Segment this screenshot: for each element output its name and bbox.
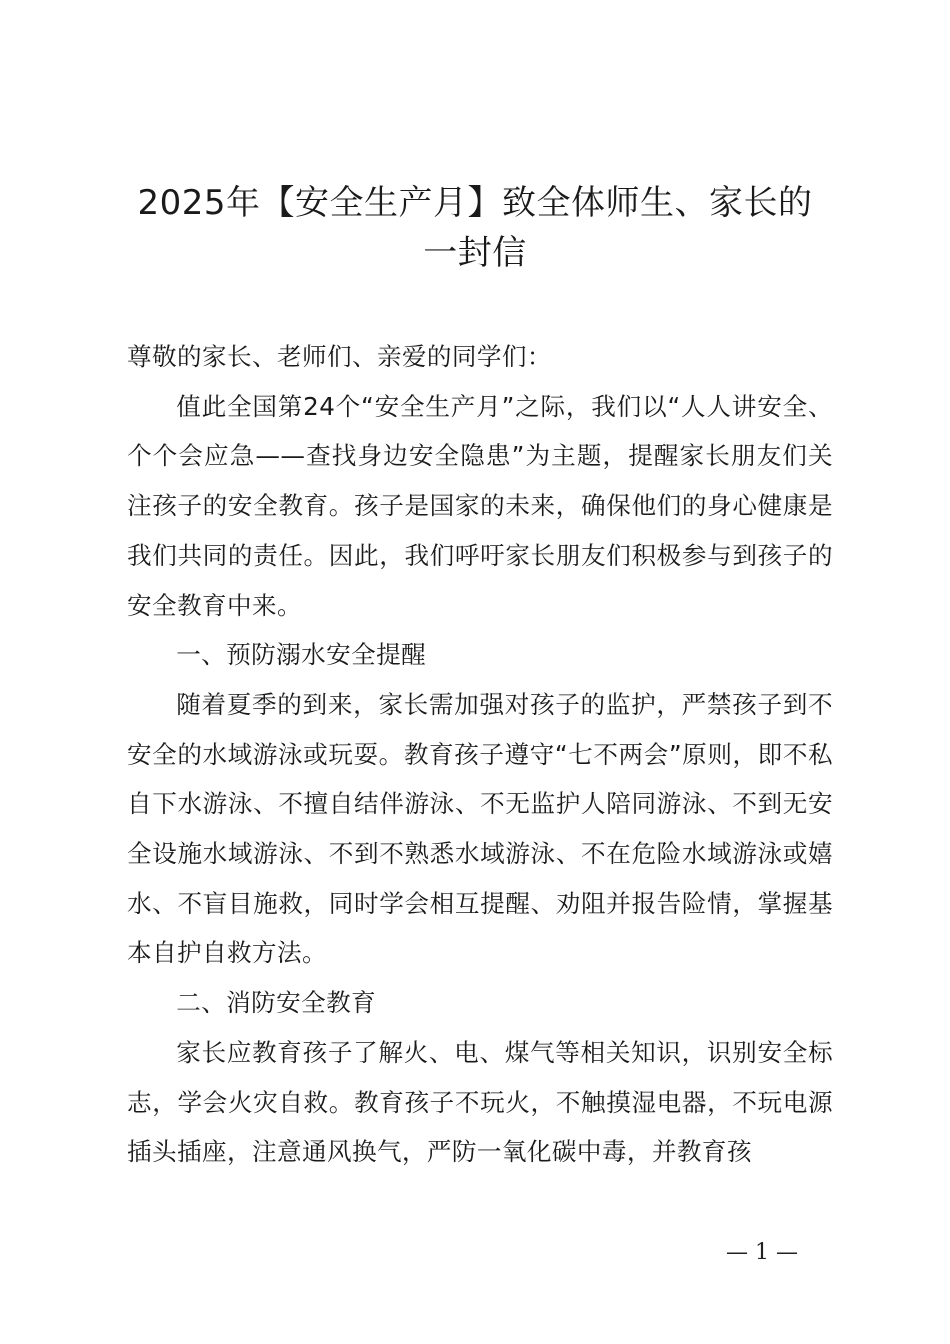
salutation: 尊敬的家长、老师们、亲爱的同学们： <box>127 342 552 371</box>
section-body-fire: 家长应教育孩子了解火、电、煤气等相关知识，识别安全标志，学会火灾自救。教育孩子不玩火，不触摸湿电器，不玩电源插头插座，注意通风换气，严防一氧化碳中毒，并教育孩 <box>127 1037 833 1167</box>
document-body <box>127 332 833 1177</box>
title-line-2: 一封信 <box>423 233 527 273</box>
section-heading-fire: 二、消防安全教育 <box>176 988 377 1018</box>
document-title <box>100 178 850 278</box>
section-heading-drowning: 一、预防溺水安全提醒 <box>176 640 427 670</box>
title-line-1: 2025年【安全生产月】致全体师生、家长的 <box>137 183 813 223</box>
page-number: — 1 — <box>726 1240 798 1265</box>
section-body-drowning: 随着夏季的到来，家长需加强对孩子的监护，严禁孩子到不安全的水域游泳或玩耍。教育孩子遵守“七不两会”原则，即不私自下水游泳、不擅自结伴游泳、不无监护人陪同游泳、不到无安全设施水域游泳、不到不熟悉水域游泳、不在危险水域游泳或嬉水、不盲目施救，同时学会相互提醒、劝阻并报告险情，掌握基本自护自救方法。 <box>127 689 833 968</box>
intro-paragraph: 值此全国第24个“安全生产月”之际，我们以“人人讲安全、个个会应急——查找身边安全隐患”为主题，提醒家长朋友们关注孩子的安全教育。孩子是国家的未来，确保他们的身心健康是我们共同的责任。因此，我们呼吁家长朋友们积极参与到孩子的安全教育中来。 <box>127 391 833 620</box>
